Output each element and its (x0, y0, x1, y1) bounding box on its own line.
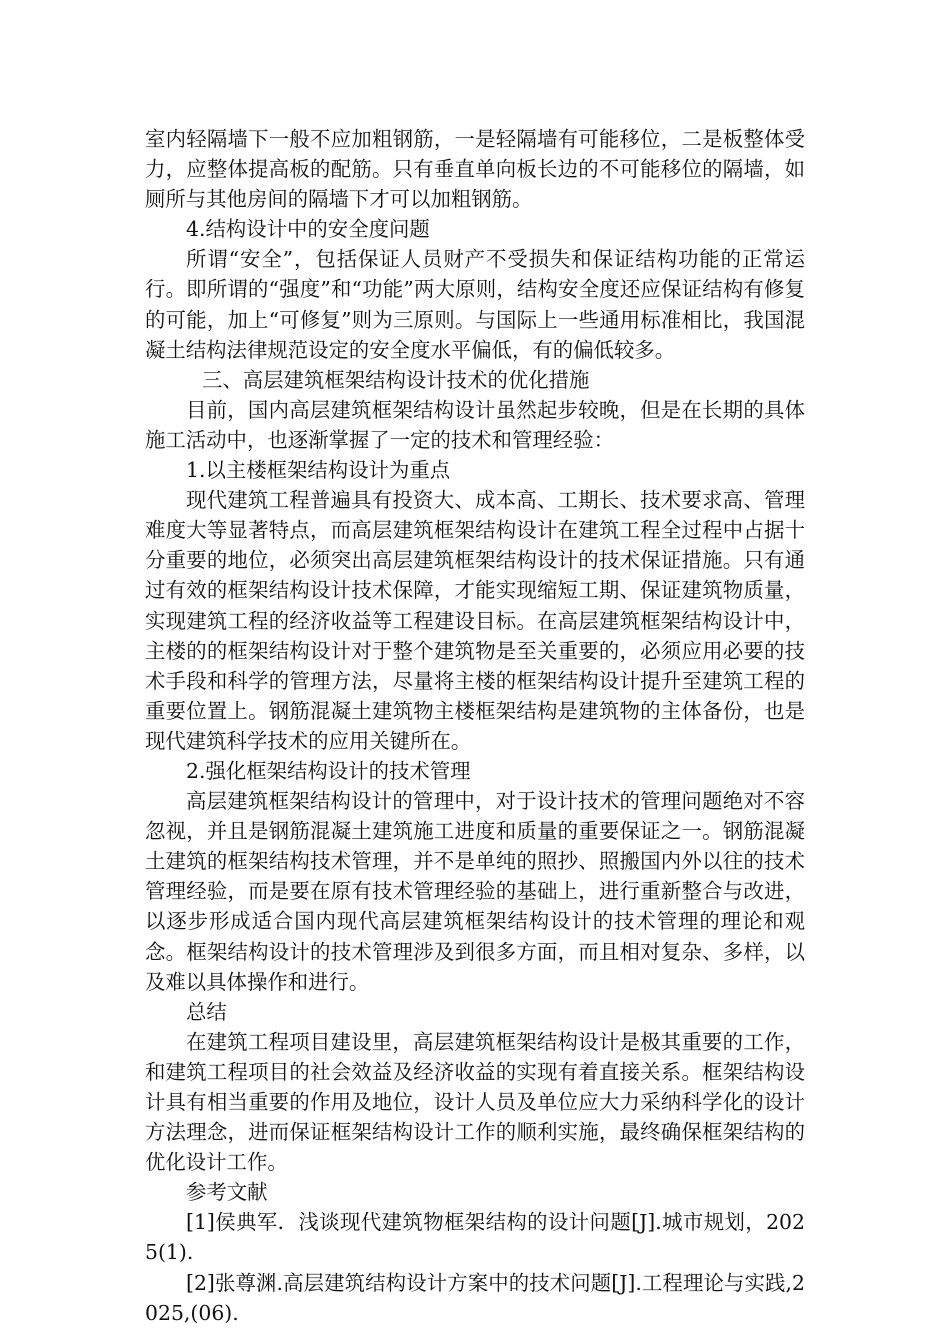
document-body (145, 124, 805, 1328)
reference-item: [1]侯典军．浅谈现代建筑物框架结构的设计问题[J].城市规划，2025(1). (145, 1210, 805, 1265)
chapter-heading-optimization: 三、高层建筑框架结构设计技术的优化措施 (202, 367, 590, 392)
reference-item: [2]张尊渊.高层建筑结构设计方案中的技术问题[J].工程理论与实践,2025,(06). (145, 1270, 805, 1325)
section-heading-safety: 4.结构设计中的安全度问题 (186, 217, 430, 242)
paragraph-summary: 在建筑工程项目建设里，高层建筑框架结构设计是极其重要的工作，和建筑工程项目的社会效益及经济收益的实现有着直接关系。框架结构设计具有相当重要的作用及地位，设计人员及单位应大力采纳科学化的设计方法理念，进而保证框架结构设计工作的顺利实施，最终确保框架结构的优化设计工作。 (145, 1029, 805, 1175)
section-heading-technical-management: 2.强化框架结构设计的技术管理 (186, 758, 471, 783)
paragraph-technical-management: 高层建筑框架结构设计的管理中，对于设计技术的管理问题绝对不容忽视，并且是钢筋混凝土建筑施工进度和质量的重要保证之一。钢筋混凝土建筑的框架结构技术管理，并不是单纯的照抄、照搬国内外以往的技术管理经验，而是要在原有技术管理经验的基础上，进行重新整合与改进，以逐步形成适合国内现代高层建筑框架结构设计的技术管理的理论和观念。框架结构设计的技术管理涉及到很多方面，而且相对复杂、多样，以及难以具体操作和进行。 (145, 789, 805, 994)
section-heading-summary: 总结 (186, 999, 227, 1024)
paragraph-main-building: 现代建筑工程普遍具有投资大、成本高、工期长、技术要求高、管理难度大等显著特点，而高层建筑框架结构设计在建筑工程全过程中占据十分重要的地位，必须突出高层建筑框架结构设计的技术保证措施。只有通过有效的框架结构设计技术保障，才能实现缩短工期、保证建筑物质量，实现建筑工程的经济收益等工程建设目标。在高层建筑框架结构设计中，主楼的的框架结构设计对于整个建筑物是至关重要的，必须应用必要的技术手段和科学的管理方法，尽量将主楼的框架结构设计提升至建筑工程的重要位置上。钢筋混凝土建筑物主楼框架结构是建筑物的主体备份，也是现代建筑科学技术的应用关键所在。 (145, 488, 805, 753)
paragraph-partition-wall: 室内轻隔墙下一般不应加粗钢筋，一是轻隔墙有可能移位，二是板整体受力，应整体提高板的配筋。只有垂直单向板长边的不可能移位的隔墙，如厕所与其他房间的隔墙下才可以加粗钢筋。 (145, 127, 805, 212)
section-heading-main-building: 1.以主楼框架结构设计为重点 (186, 458, 451, 483)
paragraph-intro: 目前，国内高层建筑框架结构设计虽然起步较晚，但是在长期的具体施工活动中，也逐渐掌握了一定的技术和管理经验： (145, 397, 805, 452)
section-heading-references: 参考文献 (186, 1180, 268, 1205)
paragraph-safety: 所谓“安全”，包括保证人员财产不受损失和保证结构功能的正常运行。即所谓的“强度”和“功能”两大原则，结构安全度还应保证结构有修复的可能，加上“可修复”则为三原则。与国际上一些通用标准相比，我国混凝土结构法律规范设定的安全度水平偏低，有的偏低较多。 (145, 247, 805, 362)
